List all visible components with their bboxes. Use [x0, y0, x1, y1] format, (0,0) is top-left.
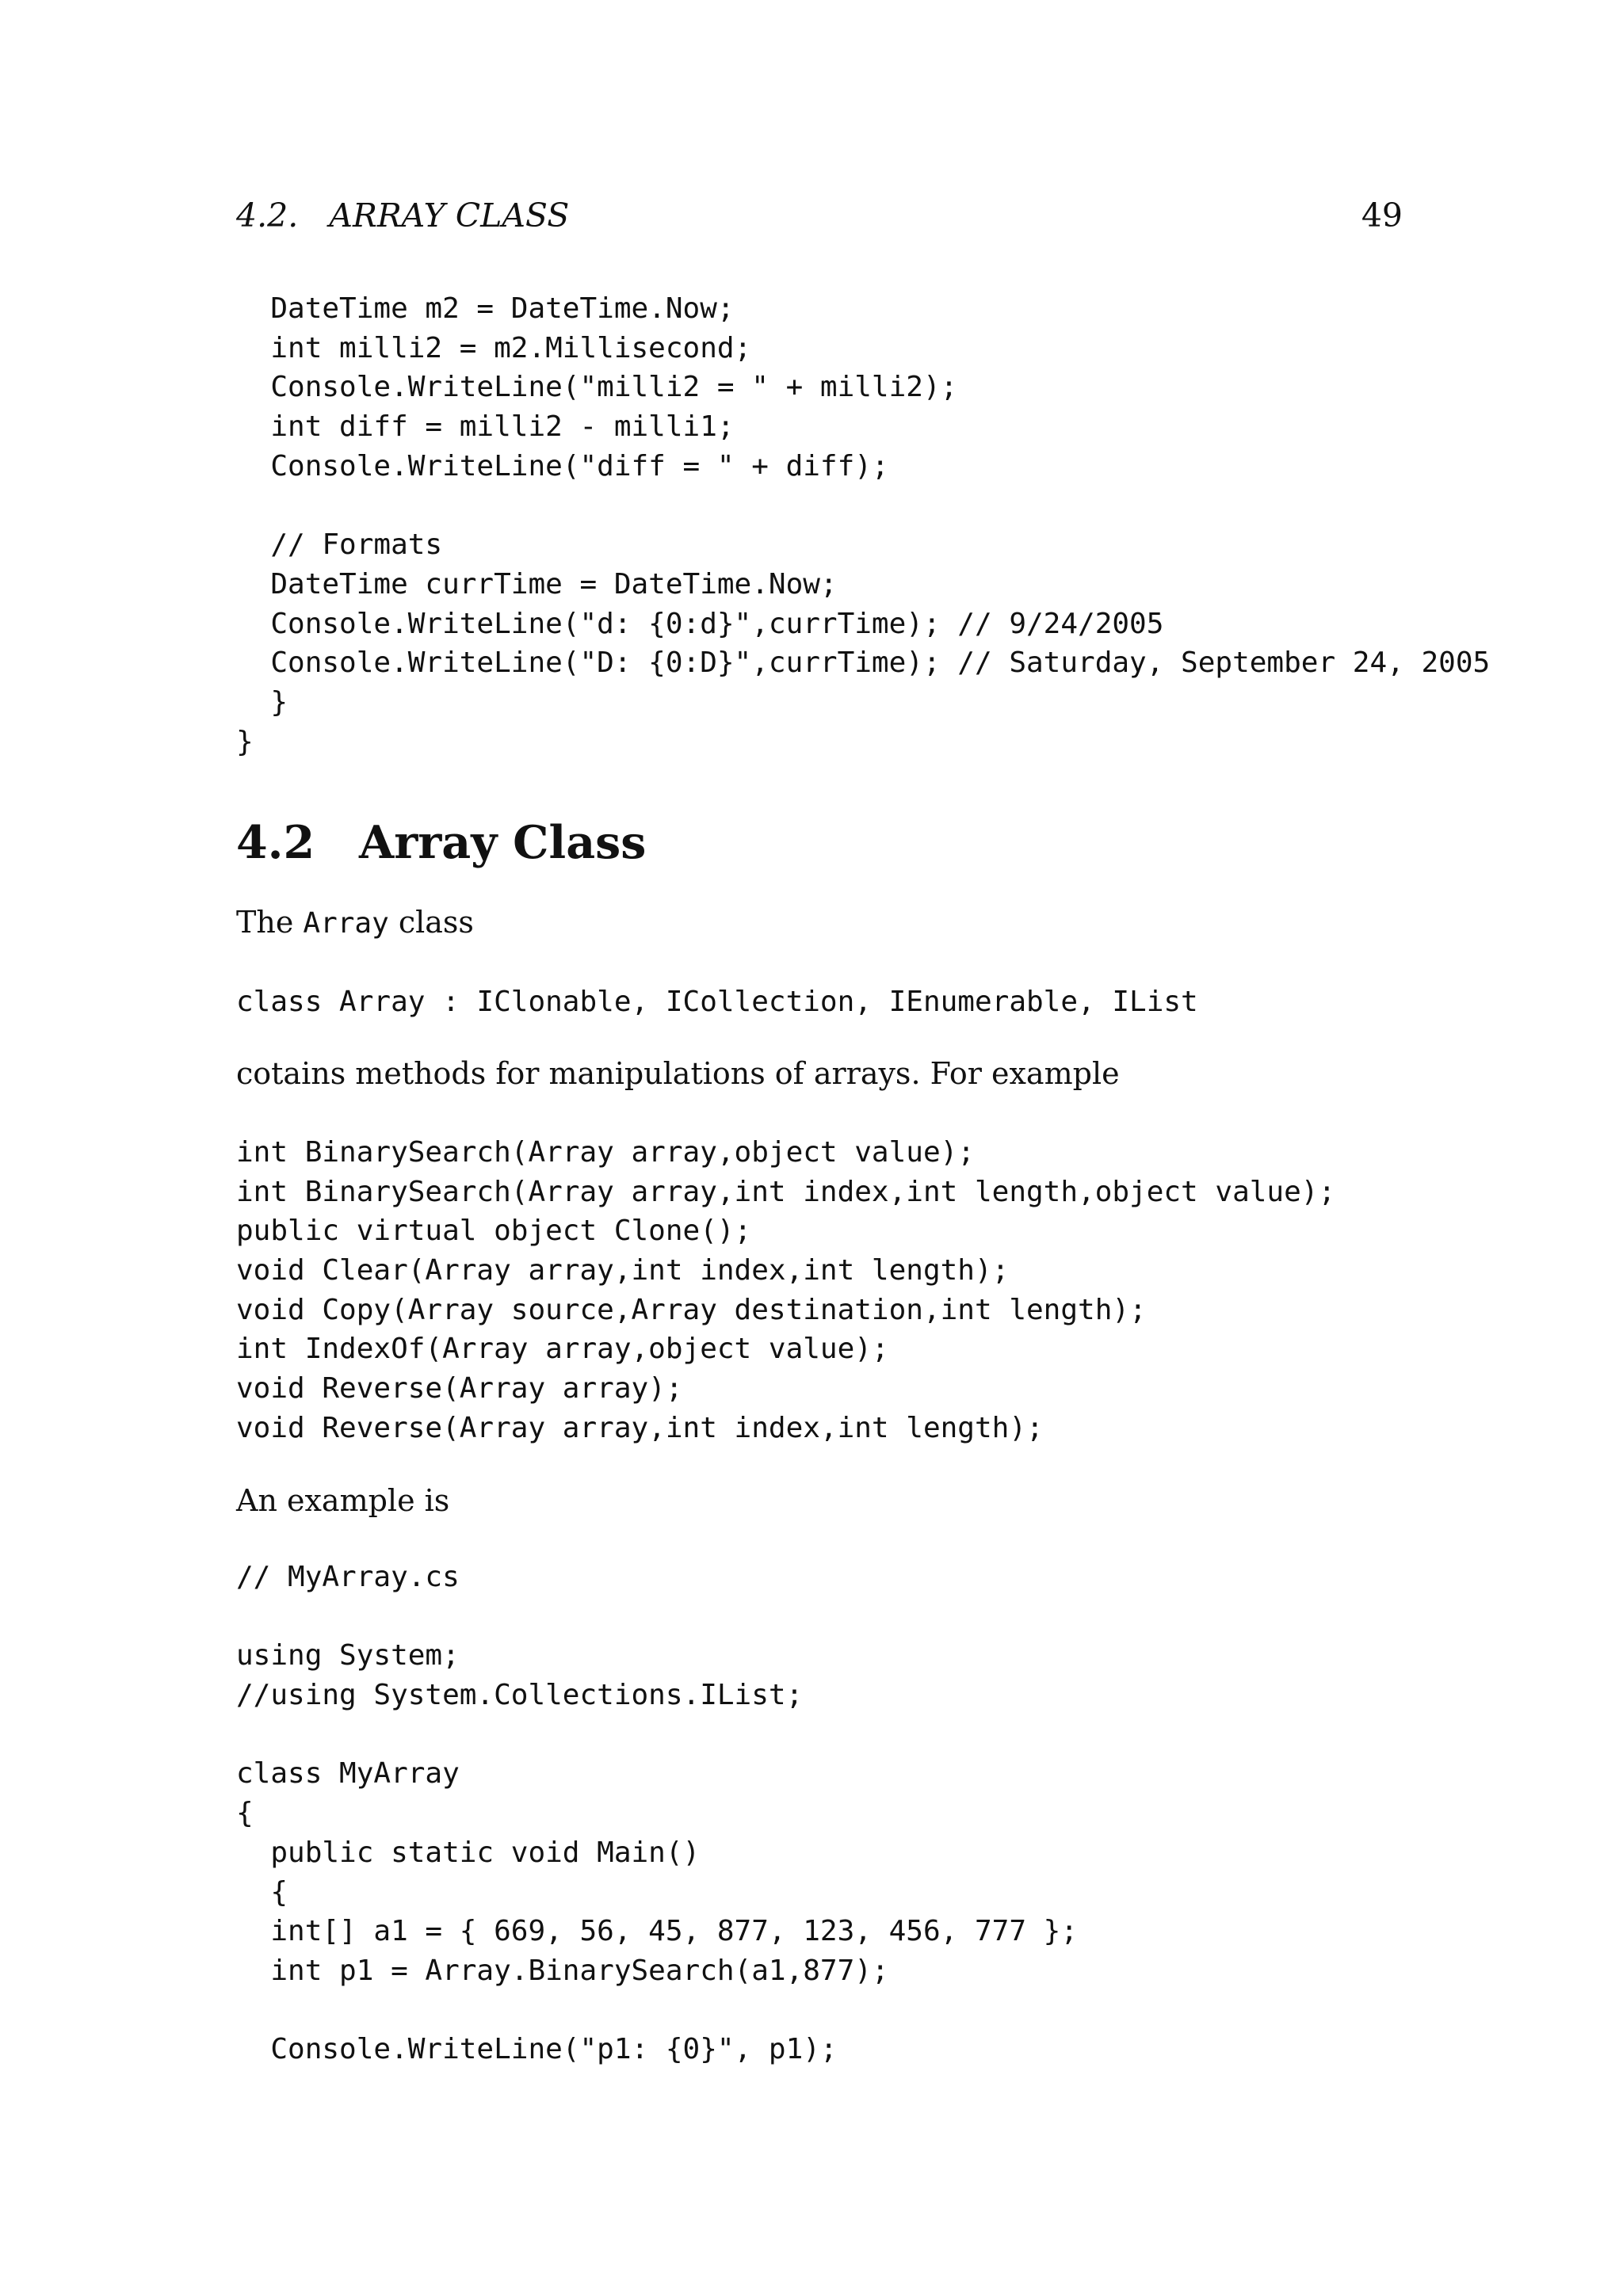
- code-line: {: [236, 1797, 254, 1830]
- code-line: int[] a1 = { 669, 56, 45, 877, 123, 456, 777 };: [236, 1915, 1079, 1948]
- section-heading: [236, 816, 646, 869]
- code-line: // Formats: [236, 528, 443, 562]
- code-line: }: [236, 725, 254, 758]
- code-line: void Clear(Array array,int index,int length);: [236, 1254, 1010, 1287]
- code-line: // MyArray.cs: [236, 1561, 460, 1593]
- code-block-datetime: [236, 289, 1490, 761]
- page-number: 49: [1361, 196, 1403, 235]
- code-line: public virtual object Clone();: [236, 1215, 752, 1248]
- code-line: int IndexOf(Array array,object value);: [236, 1333, 889, 1366]
- code-line: void Reverse(Array array,int index,int length);: [236, 1411, 1044, 1444]
- code-line: Console.WriteLine("diff = " + diff);: [236, 449, 889, 482]
- class-declaration: class Array : IClonable, ICollection, IEnumerable, IList: [236, 986, 1198, 1018]
- code-block-myarray: [236, 1558, 1078, 2069]
- code-line: public static void Main(): [236, 1836, 701, 1869]
- intro-paragraph: The Array class: [236, 905, 474, 940]
- code-line: DateTime currTime = DateTime.Now;: [236, 567, 838, 601]
- code-line: class MyArray: [236, 1757, 460, 1791]
- code-line: Console.WriteLine("D: {0:D}",currTime); // Saturday, September 24, 2005: [236, 646, 1491, 680]
- code-line: int BinarySearch(Array array,int index,int length,object value);: [236, 1175, 1336, 1208]
- running-header-section: 4.2. ARRAY CLASS: [236, 196, 570, 235]
- methods-intro-paragraph: cotains methods for manipulations of arrays. For example: [236, 1056, 1120, 1091]
- code-line: int BinarySearch(Array array,object value);: [236, 1136, 975, 1169]
- code-line: int milli2 = m2.Millisecond;: [236, 331, 752, 364]
- code-line: DateTime m2 = DateTime.Now;: [236, 292, 735, 325]
- code-line: Console.WriteLine("milli2 = " + milli2);: [236, 371, 958, 404]
- code-line: [236, 1597, 1078, 1637]
- code-line: Console.WriteLine("d: {0:d}",currTime); // 9/24/2005: [236, 607, 1164, 640]
- code-line: int p1 = Array.BinarySearch(a1,877);: [236, 1954, 889, 1987]
- code-line: [236, 486, 1490, 525]
- section-number: 4.2: [236, 816, 315, 869]
- example-intro-paragraph: An example is: [236, 1483, 450, 1518]
- code-line: int diff = milli2 - milli1;: [236, 410, 735, 444]
- running-header: [236, 196, 1403, 241]
- code-line: void Reverse(Array array);: [236, 1372, 683, 1405]
- section-title: Array Class: [359, 816, 647, 869]
- code-line: using System;: [236, 1639, 460, 1672]
- code-line: [236, 1991, 1078, 2031]
- code-block-methods: [236, 1133, 1335, 1448]
- code-line: [236, 1715, 1078, 1755]
- code-line: }: [236, 685, 288, 719]
- code-line: Console.WriteLine("p1: {0}", p1);: [236, 2033, 838, 2066]
- code-line: {: [236, 1875, 288, 1909]
- inline-code: Array: [303, 907, 389, 940]
- code-line: void Copy(Array source,Array destination,int length);: [236, 1293, 1147, 1326]
- code-line: //using System.Collections.IList;: [236, 1679, 804, 1712]
